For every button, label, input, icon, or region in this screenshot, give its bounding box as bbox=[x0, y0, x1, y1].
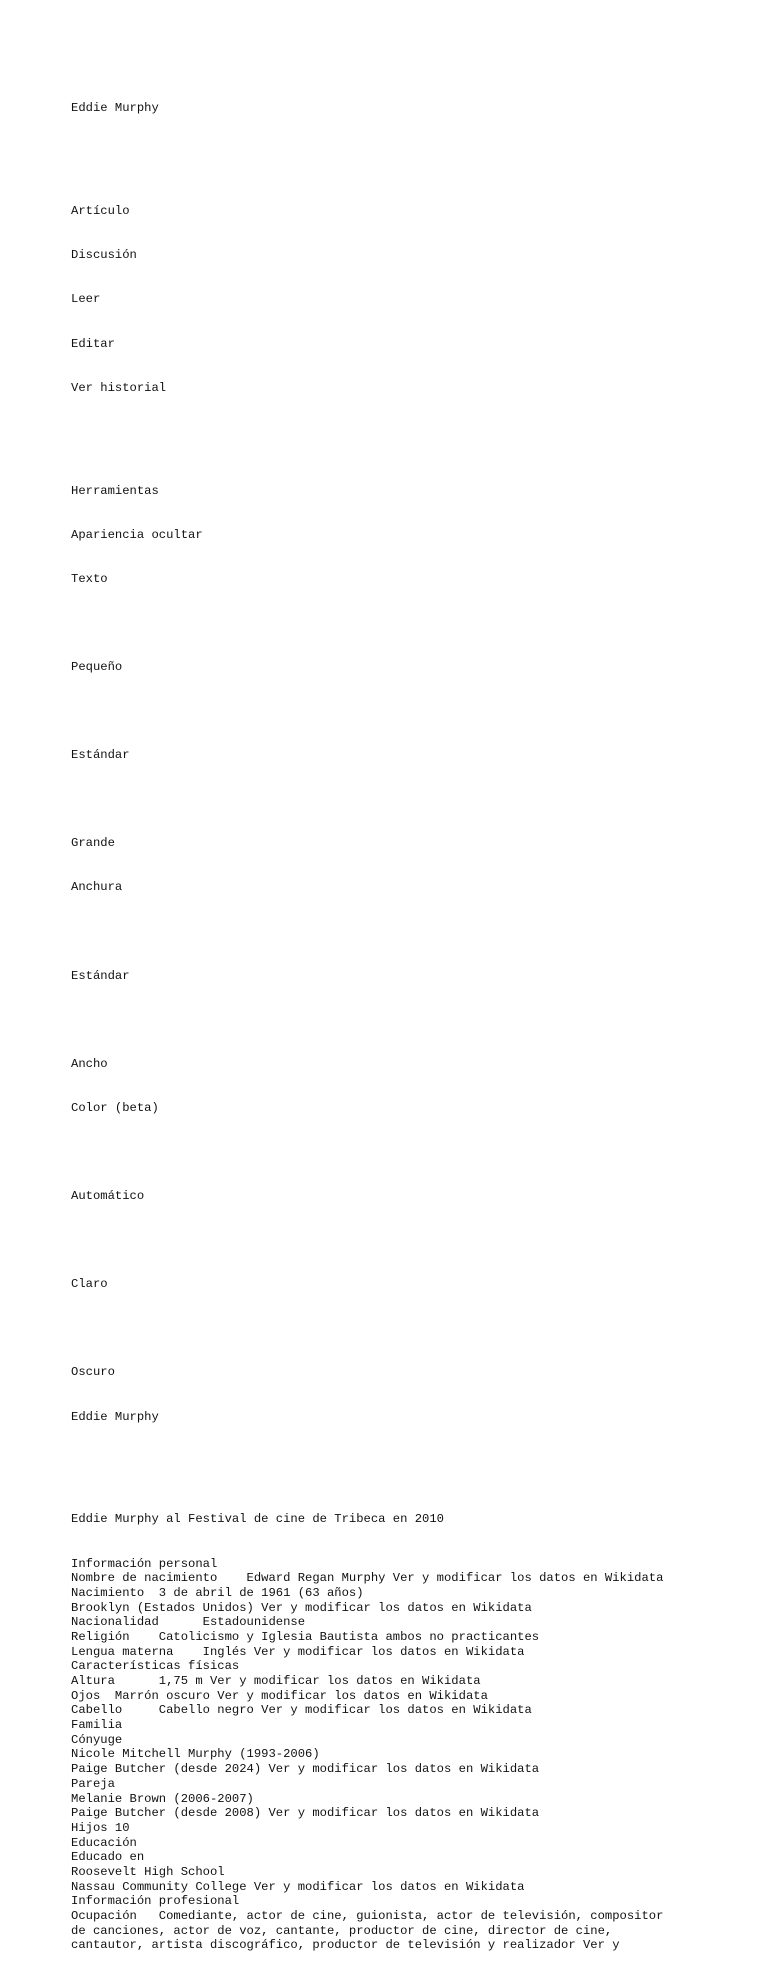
color-light-option[interactable]: Claro bbox=[71, 1277, 108, 1292]
blank-line bbox=[71, 704, 711, 719]
tools-menu[interactable]: Herramientas bbox=[71, 483, 159, 498]
infobox-line: Cabello Cabello negro Ver y modificar los datos en Wikidata bbox=[71, 1703, 532, 1718]
tab-article[interactable]: Artículo bbox=[71, 204, 130, 219]
infobox bbox=[71, 1557, 711, 1954]
infobox-line: Información personal bbox=[71, 1556, 218, 1571]
view-read[interactable]: Leer bbox=[71, 292, 101, 307]
blank-line bbox=[71, 146, 711, 161]
text-size-small-option[interactable]: Pequeño bbox=[71, 659, 123, 674]
blank-line bbox=[71, 425, 711, 440]
width-label: Anchura bbox=[71, 880, 123, 895]
width-standard-option[interactable]: Estándar bbox=[71, 968, 130, 983]
infobox-line: Nombre de nacimiento Edward Regan Murphy Ver y modificar los datos en Wikidata bbox=[71, 1571, 664, 1586]
document-body bbox=[71, 72, 711, 1968]
infobox-line: Información profesional bbox=[71, 1894, 240, 1909]
blank-line bbox=[71, 1321, 711, 1336]
text-size-large-option[interactable]: Grande bbox=[71, 836, 115, 851]
blank-line bbox=[71, 792, 711, 807]
view-history[interactable]: Ver historial bbox=[71, 380, 167, 395]
infobox-line: Pareja bbox=[71, 1776, 115, 1791]
infobox-line: Nicole Mitchell Murphy (1993-2006) bbox=[71, 1747, 320, 1762]
color-label: Color (beta) bbox=[71, 1100, 159, 1115]
infobox-title: Eddie Murphy bbox=[71, 1409, 159, 1424]
infobox-caption: Eddie Murphy al Festival de cine de Tribeca en 2010 bbox=[71, 1512, 444, 1527]
infobox-line: Características físicas bbox=[71, 1659, 240, 1674]
blank-line bbox=[71, 1013, 711, 1028]
page-title: Eddie Murphy bbox=[71, 101, 159, 116]
infobox-line: cantautor, artista discográfico, productor de televisión y realizador Ver y bbox=[71, 1938, 620, 1953]
infobox-line: Melanie Brown (2006-2007) bbox=[71, 1791, 254, 1806]
infobox-line: Familia bbox=[71, 1718, 123, 1733]
infobox-line: Lengua materna Inglés Ver y modificar los datos en Wikidata bbox=[71, 1644, 525, 1659]
infobox-line: Ocupación Comediante, actor de cine, guionista, actor de televisión, compositor bbox=[71, 1909, 664, 1924]
view-edit[interactable]: Editar bbox=[71, 336, 115, 351]
infobox-line: Paige Butcher (desde 2024) Ver y modificar los datos en Wikidata bbox=[71, 1762, 540, 1777]
infobox-line: Altura 1,75 m Ver y modificar los datos en Wikidata bbox=[71, 1674, 481, 1689]
infobox-line: Paige Butcher (desde 2008) Ver y modificar los datos en Wikidata bbox=[71, 1806, 540, 1821]
color-dark-option[interactable]: Oscuro bbox=[71, 1365, 115, 1380]
infobox-line: Hijos 10 bbox=[71, 1820, 130, 1835]
color-auto-option[interactable]: Automático bbox=[71, 1189, 145, 1204]
infobox-line: Cónyuge bbox=[71, 1732, 123, 1747]
width-wide-option[interactable]: Ancho bbox=[71, 1056, 108, 1071]
infobox-line: Nacimiento 3 de abril de 1961 (63 años) bbox=[71, 1585, 364, 1600]
infobox-line: de canciones, actor de voz, cantante, productor de cine, director de cine, bbox=[71, 1923, 613, 1938]
infobox-line: Educación bbox=[71, 1835, 137, 1850]
tab-discussion[interactable]: Discusión bbox=[71, 248, 137, 263]
infobox-line: Nassau Community College Ver y modificar los datos en Wikidata bbox=[71, 1879, 525, 1894]
infobox-line: Roosevelt High School bbox=[71, 1864, 225, 1879]
infobox-line: Educado en bbox=[71, 1850, 145, 1865]
infobox-line: Ojos Marrón oscuro Ver y modificar los datos en Wikidata bbox=[71, 1688, 488, 1703]
blank-line bbox=[71, 616, 711, 631]
text-size-label: Texto bbox=[71, 571, 108, 586]
blank-line bbox=[71, 1145, 711, 1160]
blank-line bbox=[71, 1454, 711, 1469]
appearance-toggle[interactable]: Apariencia ocultar bbox=[71, 527, 203, 542]
infobox-line: Religión Catolicismo y Iglesia Bautista ambos no practicantes bbox=[71, 1629, 540, 1644]
blank-line bbox=[71, 1233, 711, 1248]
text-size-standard-option[interactable]: Estándar bbox=[71, 748, 130, 763]
infobox-line: Nacionalidad Estadounidense bbox=[71, 1615, 306, 1630]
blank-line bbox=[71, 925, 711, 940]
infobox-line: Brooklyn (Estados Unidos) Ver y modificar los datos en Wikidata bbox=[71, 1600, 532, 1615]
